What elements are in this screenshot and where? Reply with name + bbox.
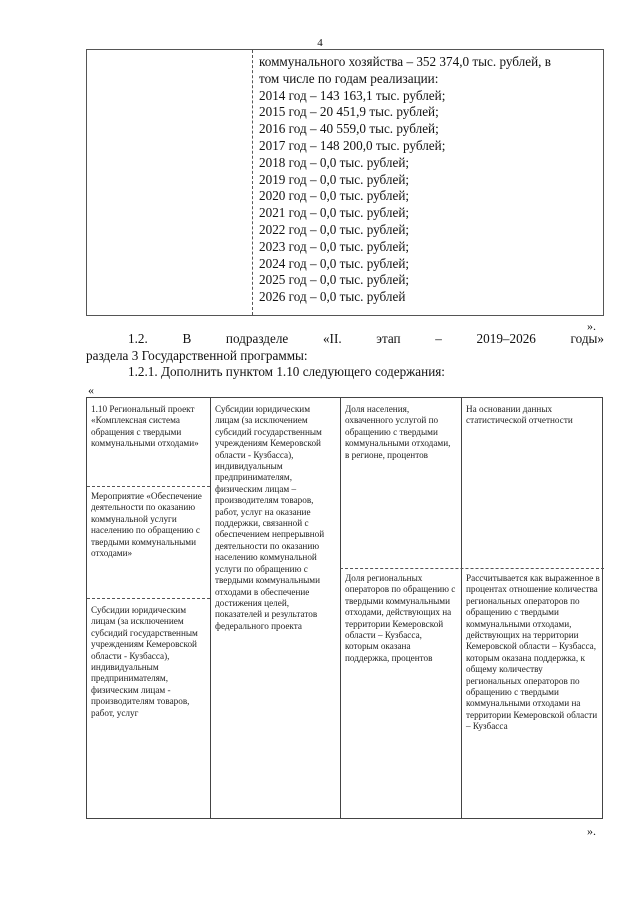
paragraph-1-word: – [435, 331, 442, 346]
table-row-divider-right [340, 568, 604, 569]
funding-line: 2026 год – 0,0 тыс. рублей [259, 289, 406, 305]
funding-line: 2017 год – 148 200,0 тыс. рублей; [259, 137, 446, 153]
table-cell-subsidy-description: Субсидии юридическим лицам (за исключением субсидий государственным учреждениям Кемеровской области - Кузбасса), индивидуальным предпринимателям, физическим лицам – производителям товаров, работ, услуг на оказание поддержки, связанной с обеспечением непрерывной деятельности по оказанию населению коммунальной услуги по обращению с твердыми коммунальными отходами в обеспечение достижения целей, показателей и результатов федерального проекта [215, 404, 325, 631]
funding-line: 2020 год – 0,0 тыс. рублей; [259, 188, 410, 204]
paragraph-1 [86, 330, 604, 364]
page-number: 4 [317, 37, 323, 49]
table-cell-indicator-population: Доля населения, охваченного услугой по обращению с твердыми коммунальными отходами, в регионе, процентов [345, 404, 451, 460]
table-col-divider-3 [461, 398, 462, 818]
funding-line: 2021 год – 0,0 тыс. рублей; [259, 205, 410, 221]
funding-box [86, 49, 604, 316]
paragraph-1-word: 1.2. [128, 331, 148, 346]
funding-lines [259, 54, 597, 306]
funding-line: 2019 год – 0,0 тыс. рублей; [259, 171, 410, 187]
funding-line: 2025 год – 0,0 тыс. рублей; [259, 272, 410, 288]
funding-line: коммунального хозяйства – 352 374,0 тыс. рублей, в [259, 54, 551, 69]
funding-line: 2016 год – 40 559,0 тыс. рублей; [259, 121, 439, 137]
table-col-divider-1 [210, 398, 211, 818]
funding-divider [252, 50, 253, 315]
table-cell-subsidy-recipients: Субсидии юридическим лицам (за исключением субсидий государственным учреждениям Кемеровской области - Кузбасса), индивидуальным предпринимателям, физическим лицам - производителям товаров, работ, услуг [91, 605, 198, 718]
funding-line: 2014 год – 143 163,1 тыс. рублей; [259, 87, 446, 103]
table-row-divider-col1-a [87, 486, 210, 487]
table-cell-measure: Мероприятие «Обеспечение деятельности по оказанию коммунальной услуги населению по обращению с твердыми коммунальными отходами» [91, 491, 202, 559]
program-table [86, 397, 603, 819]
table-cell-method-calculation: Рассчитывается как выраженное в процентах отношение количества региональных операторов по обращению с твердыми коммунальными отходами, действующих на территории Кемеровской области – Кузбасса, которым оказана поддержка, к общему количеству региональных операторов по обращению с твердыми коммунальными отходами на территории Кемеровской области – Кузбасса [466, 573, 600, 732]
funding-line: 2023 год – 0,0 тыс. рублей; [259, 238, 410, 254]
funding-line: том числе по годам реализации: [259, 70, 439, 86]
close-quote-bottom: ». [587, 824, 596, 838]
paragraph-2: 1.2.1. Дополнить пунктом 1.10 следующего содержания: [128, 364, 445, 379]
open-quote: « [88, 383, 94, 397]
funding-line: 2015 год – 20 451,9 тыс. рублей; [259, 104, 439, 120]
funding-line: 2024 год – 0,0 тыс. рублей; [259, 255, 410, 271]
table-col-divider-2 [340, 398, 341, 818]
close-quote-top: ». [587, 319, 596, 333]
funding-line: 2018 год – 0,0 тыс. рублей; [259, 154, 410, 170]
paragraph-1-word: этап [376, 331, 401, 346]
funding-line: 2022 год – 0,0 тыс. рублей; [259, 221, 410, 237]
table-cell-method-statistics: На основании данных статистической отчетности [466, 404, 573, 426]
paragraph-1-word: подразделе [225, 331, 289, 346]
paragraph-1-word: 2019–2026 [476, 331, 536, 346]
paragraph-1-word: «II. [322, 331, 342, 346]
paragraph-1-word: годы» [570, 331, 604, 346]
table-cell-project: 1.10 Региональный проект «Комплексная система обращения с твердыми коммунальными отходами» [91, 404, 199, 449]
paragraph-1-word: В [182, 331, 192, 346]
paragraph-1-line-1 [86, 330, 604, 347]
table-row-divider-col1-b [87, 598, 210, 599]
table-cell-indicator-operators: Доля региональных операторов по обращению с твердыми коммунальными отходами, действующих на территории Кемеровской области – Кузбасса, которым оказана поддержка, процентов [345, 573, 456, 663]
paragraph-1-line-2: раздела 3 Государственной программы: [86, 348, 308, 363]
